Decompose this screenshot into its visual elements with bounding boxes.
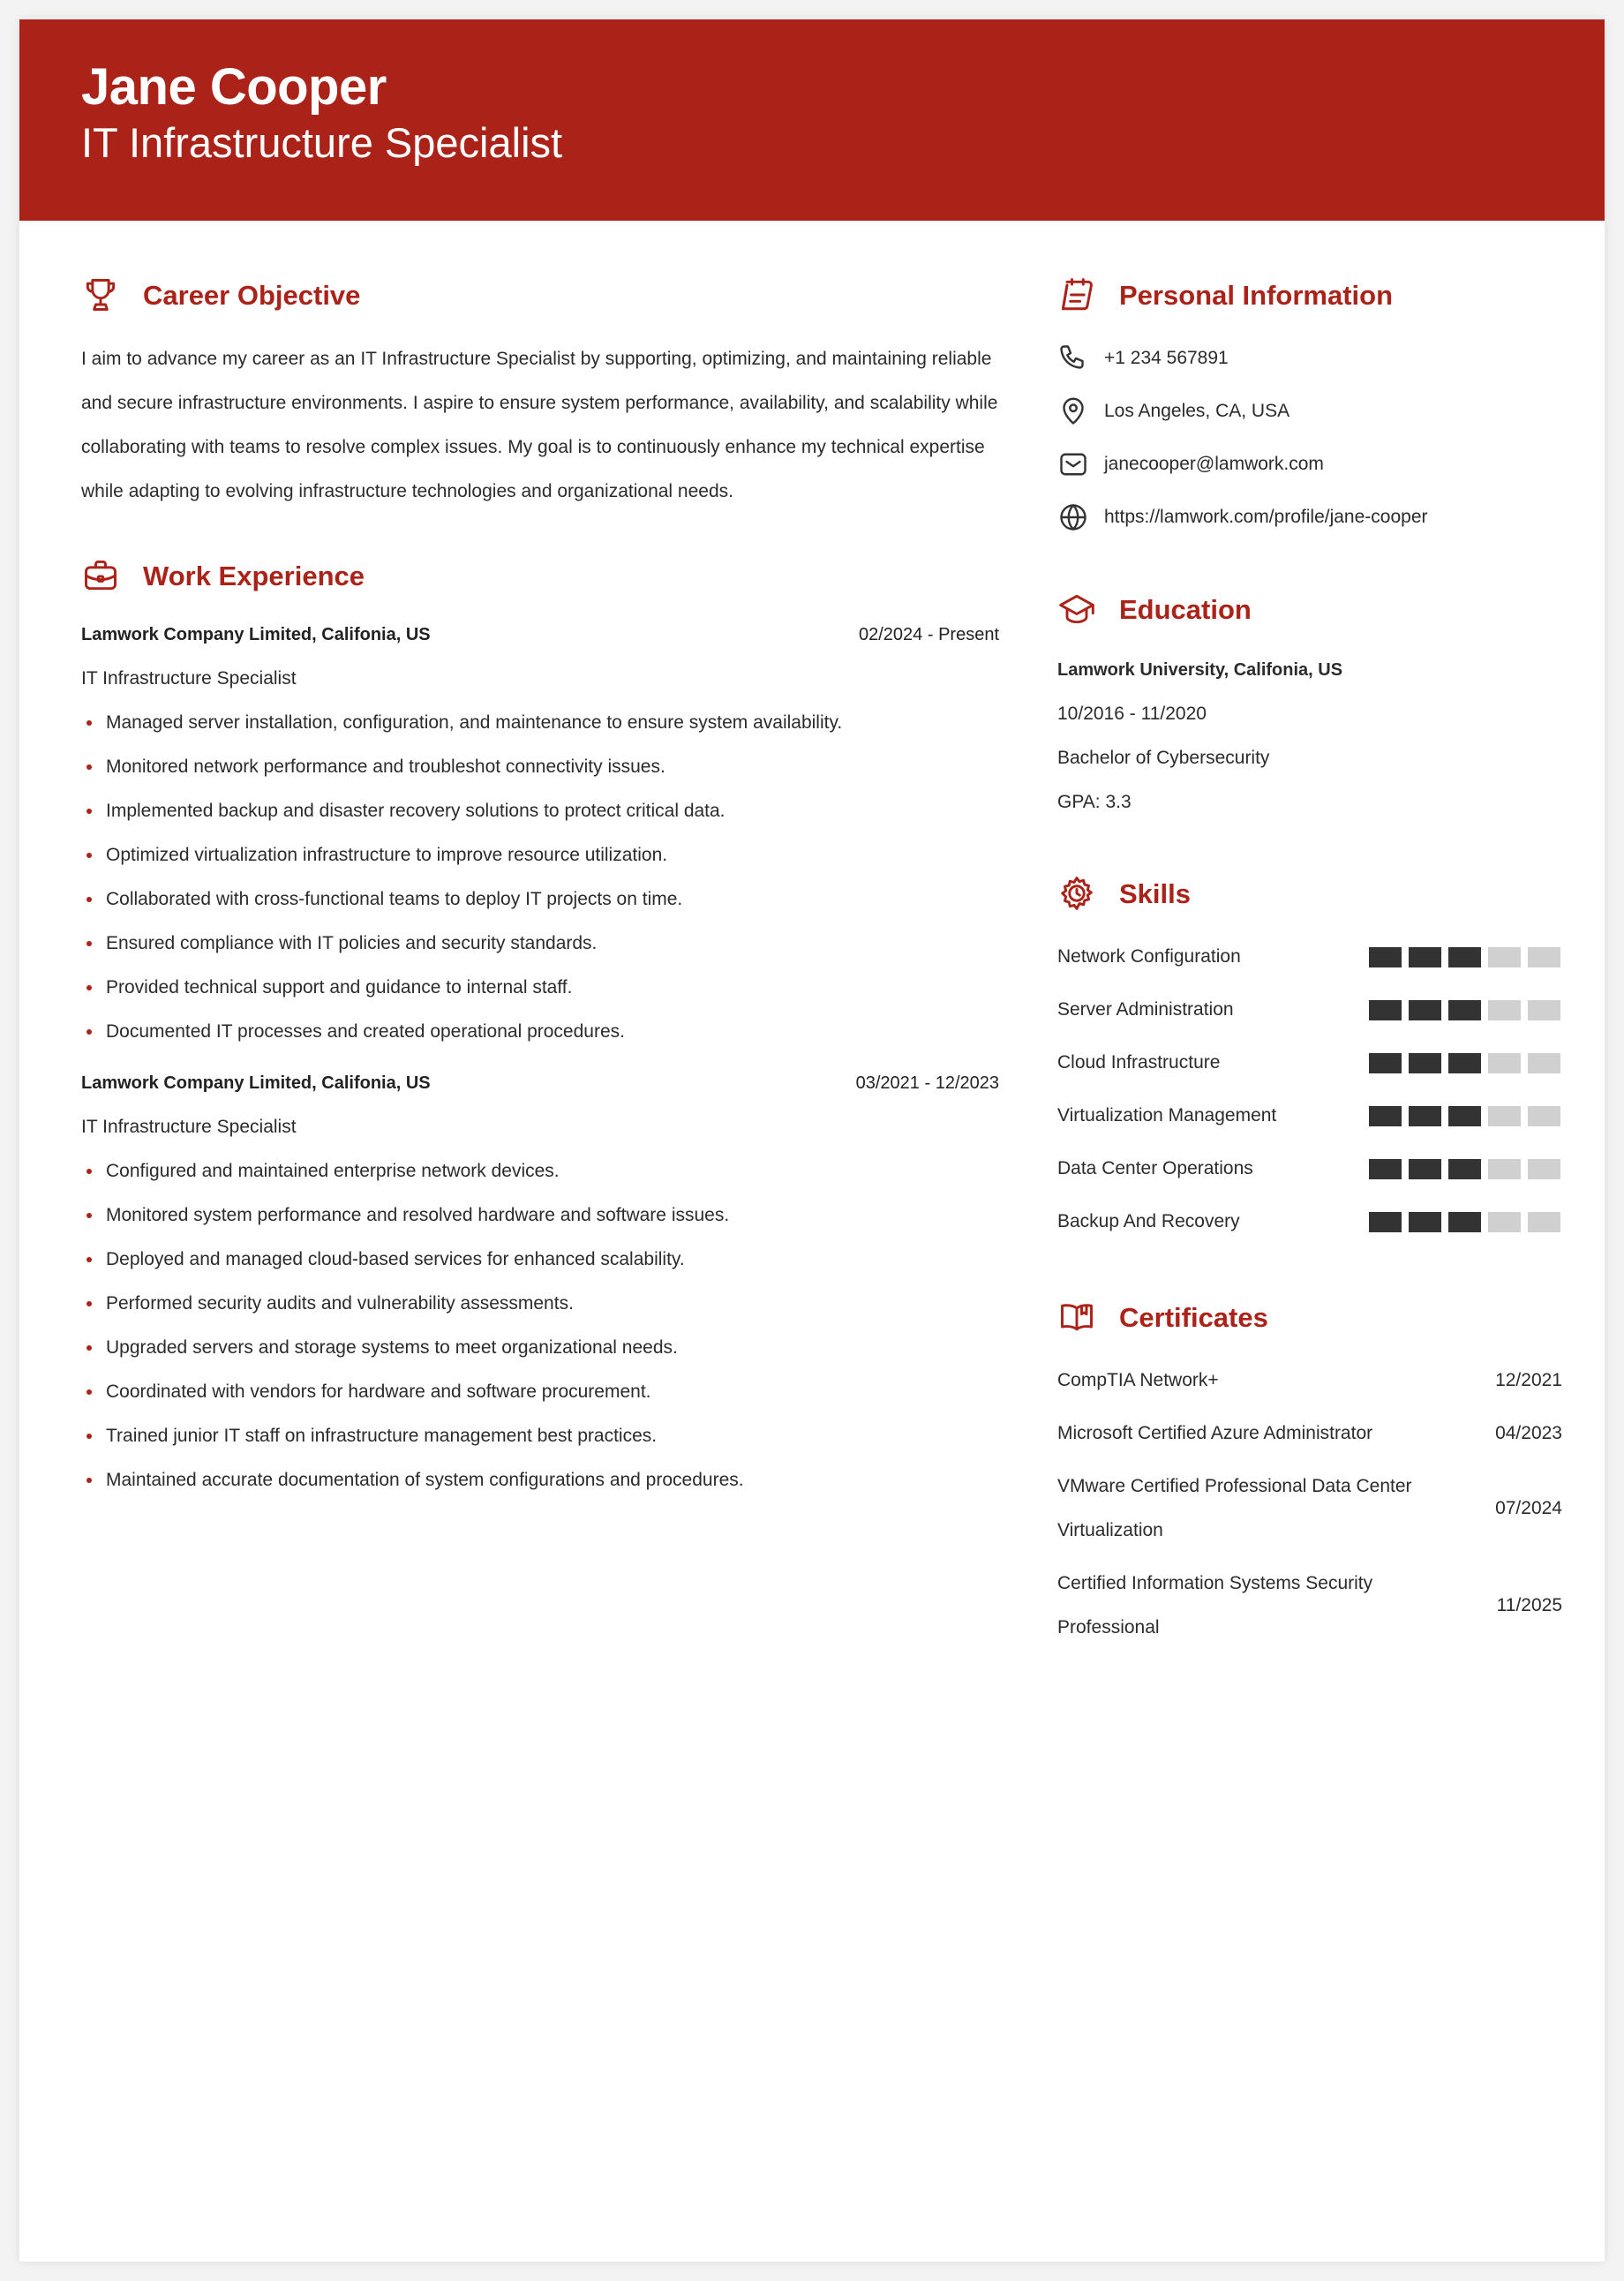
email-row [1057,438,1562,491]
job-bullet: Collaborated with cross-functional teams to deploy IT projects on time. [81,877,999,922]
job-dates: 03/2021 - 12/2023 [855,1073,999,1093]
skill-level-segment [1409,1159,1441,1179]
certificate-date: 04/2023 [1495,1423,1562,1443]
job-header [81,1061,999,1105]
resume-header [19,19,1605,221]
skill-level-segment [1369,1053,1402,1073]
globe-icon [1057,501,1089,533]
skill-level-segment [1369,1159,1402,1179]
career-objective-title: Career Objective [143,279,361,311]
job-entry [81,1061,999,1502]
phone-row [1057,332,1562,385]
briefcase-icon [81,556,120,595]
certificate-date: 11/2025 [1496,1595,1562,1615]
education-heading [1057,590,1562,629]
certificates-list [1057,1354,1562,1654]
education-degree: Bachelor of Cybersecurity [1057,748,1270,768]
skill-level-segment [1488,1000,1521,1020]
right-column [1057,275,1562,1654]
candidate-name: Jane Cooper [81,58,387,116]
job-bullets [81,701,999,1054]
job-role: IT Infrastructure Specialist [81,668,297,689]
skill-level-segment [1448,1053,1481,1073]
job-bullet: Monitored network performance and troubleshot connectivity issues. [81,745,999,789]
job-bullet: Performed security audits and vulnerability assessments. [81,1282,999,1326]
skills-heading [1057,874,1562,913]
phone-icon [1057,343,1089,374]
job-bullet: Coordinated with vendors for hardware and software procurement. [81,1370,999,1414]
job-bullet: Documented IT processes and created operational procedures. [81,1010,999,1054]
skill-level-segment [1488,1212,1521,1232]
skill-level-segment [1369,947,1402,967]
skill-row [1057,1142,1562,1195]
skill-level-segment [1369,1106,1402,1126]
skill-level-segment [1448,1106,1481,1126]
skill-level-bars [1369,1053,1560,1073]
skill-level-segment [1448,1212,1481,1232]
skill-level-segment [1448,1159,1481,1179]
job-company: Lamwork Company Limited, Califonia, US [81,1073,431,1093]
job-bullet: Configured and maintained enterprise network devices. [81,1149,999,1193]
skill-level-segment [1448,947,1481,967]
certificate-row [1057,1460,1562,1557]
book-icon [1057,1298,1096,1336]
skill-level-segment [1448,1000,1481,1020]
skill-level-segment [1369,1000,1402,1020]
career-objective-text: I aim to advance my career as an IT Infrastructure Specialist by supporting, optimizing, and maintaining reliable and secure infrastructure environments. I aspire to ensure system performance, availability, and scalability while collaborating with teams to resolve complex issues. My goal is to continuously enhance my technical expertise while adapting to evolving infrastructure technologies and organizational needs. [81,349,998,501]
skill-level-segment [1409,1212,1441,1232]
certificate-row [1057,1557,1562,1654]
job-bullet: Provided technical support and guidance to internal staff. [81,966,999,1010]
website-row [1057,491,1562,544]
skill-row [1057,1089,1562,1142]
location-text: Los Angeles, CA, USA [1104,401,1290,421]
job-company: Lamwork Company Limited, Califonia, US [81,624,431,644]
personal-info-heading [1057,275,1562,314]
mail-icon [1057,448,1089,480]
skill-level-segment [1528,1000,1560,1020]
job-role: IT Infrastructure Specialist [81,1117,297,1137]
certificate-date: 12/2021 [1495,1370,1562,1390]
certificate-row [1057,1354,1562,1407]
skill-level-segment [1488,947,1521,967]
skill-level-bars [1369,1212,1560,1232]
skill-level-segment [1488,1053,1521,1073]
skill-level-segment [1409,1106,1441,1126]
resume-page [19,19,1605,2262]
skill-name: Backup And Recovery [1057,1211,1240,1231]
certificate-name: VMware Certified Professional Data Center Virtualization [1057,1476,1412,1540]
personal-info-title: Personal Information [1119,279,1394,311]
job-bullet: Managed server installation, configuration, and maintenance to ensure system availability. [81,701,999,745]
certificates-heading [1057,1298,1562,1336]
skill-level-bars [1369,947,1560,967]
education-entry [1057,648,1562,824]
job-bullet: Ensured compliance with IT policies and security standards. [81,922,999,966]
skill-level-bars [1369,1159,1560,1179]
career-objective-heading [81,275,999,314]
skill-name: Network Configuration [1057,946,1241,967]
job-bullet: Maintained accurate documentation of system configurations and procedures. [81,1458,999,1502]
skill-name: Virtualization Management [1057,1105,1277,1125]
skill-name: Server Administration [1057,999,1234,1020]
graduation-cap-icon [1057,590,1096,629]
skill-level-segment [1409,1053,1441,1073]
certificates-title: Certificates [1119,1301,1268,1333]
job-bullet: Upgraded servers and storage systems to meet organizational needs. [81,1326,999,1370]
skill-level-bars [1369,1106,1560,1126]
skills-title: Skills [1119,877,1191,909]
skill-row [1057,1036,1562,1089]
certificate-row [1057,1407,1562,1460]
skill-level-segment [1528,1159,1560,1179]
job-bullet: Monitored system performance and resolved hardware and software issues. [81,1193,999,1238]
website-link[interactable]: https://lamwork.com/profile/jane-cooper [1104,507,1428,527]
skill-name: Data Center Operations [1057,1158,1253,1178]
skill-name: Cloud Infrastructure [1057,1052,1221,1073]
skill-level-segment [1369,1212,1402,1232]
skills-list [1057,930,1562,1248]
certificate-name: Microsoft Certified Azure Administrator [1057,1423,1373,1443]
skill-level-segment [1409,947,1441,967]
education-gpa: GPA: 3.3 [1057,792,1132,812]
calendar-note-icon [1057,275,1096,314]
trophy-icon [81,275,120,314]
work-experience-title: Work Experience [143,560,365,591]
certificate-date: 07/2024 [1495,1498,1562,1518]
job-bullet: Deployed and managed cloud-based services for enhanced scalability. [81,1238,999,1282]
skill-level-segment [1488,1106,1521,1126]
job-entry [81,613,999,1054]
job-bullet: Trained junior IT staff on infrastructure management best practices. [81,1414,999,1458]
skill-level-segment [1528,1053,1560,1073]
phone-text: +1 234 567891 [1104,348,1229,368]
job-dates: 02/2024 - Present [859,624,999,644]
skill-level-segment [1528,947,1560,967]
skill-row [1057,1195,1562,1248]
gear-icon [1057,874,1096,913]
certificate-name: Certified Information Systems Security Professional [1057,1573,1373,1637]
personal-info-list [1057,332,1562,544]
map-pin-icon [1057,395,1089,427]
skill-level-segment [1528,1212,1560,1232]
job-bullet: Implemented backup and disaster recovery solutions to protect critical data. [81,789,999,833]
skill-level-segment [1528,1106,1560,1126]
job-bullet: Optimized virtualization infrastructure to improve resource utilization. [81,833,999,877]
job-bullets [81,1149,999,1502]
education-dates: 10/2016 - 11/2020 [1057,704,1207,724]
certificate-name: CompTIA Network+ [1057,1370,1219,1390]
skill-level-segment [1409,1000,1441,1020]
job-header [81,613,999,657]
work-experience-heading [81,556,999,595]
skill-row [1057,930,1562,983]
left-column [81,275,999,1502]
candidate-title: IT Infrastructure Specialist [81,119,563,166]
email-link[interactable]: janecooper@lamwork.com [1104,454,1324,474]
location-row [1057,385,1562,438]
skill-level-segment [1488,1159,1521,1179]
skill-row [1057,983,1562,1036]
education-school: Lamwork University, Califonia, US [1057,660,1343,680]
skill-level-bars [1369,1000,1560,1020]
education-title: Education [1119,593,1252,625]
